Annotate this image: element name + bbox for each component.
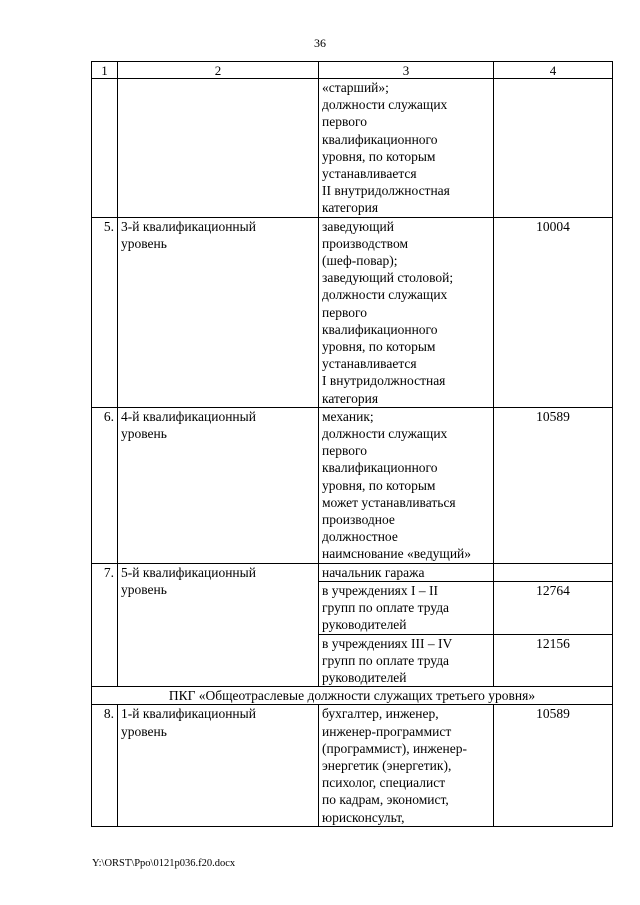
text-line: (программист), инженер- xyxy=(322,740,467,756)
section-title: ПКГ «Общеотраслевые должности служащих третьего уровня» xyxy=(92,687,613,705)
section-row xyxy=(92,687,613,705)
footer-file-path: Y:\ORST\Ppo\0121p036.f20.docx xyxy=(92,858,236,869)
row-number-cell: 6. xyxy=(92,407,118,563)
text-line: должности служащих xyxy=(322,287,448,303)
text-line: групп по оплате труда xyxy=(322,652,450,668)
text-line: должностное xyxy=(322,529,398,545)
value-cell: 10589 xyxy=(494,407,613,563)
text-line: руководителей xyxy=(322,617,407,633)
text-line: энергетик (энергетик), xyxy=(322,757,452,773)
positions-cell xyxy=(319,581,494,634)
text-line: уровень xyxy=(121,426,167,442)
value-cell: 10589 xyxy=(494,705,613,826)
header-col-4: 4 xyxy=(494,62,613,79)
positions-cell xyxy=(319,79,494,218)
positions-text xyxy=(322,79,490,217)
table-row xyxy=(92,79,613,218)
text-line: уровень xyxy=(121,581,167,597)
text-line: «старший»; xyxy=(322,80,389,95)
text-line: 3-й квалификационный xyxy=(121,218,256,234)
level-cell xyxy=(118,79,319,218)
text-line: уровня, по которым xyxy=(322,477,436,493)
text-line: 4-й квалификационный xyxy=(121,408,256,424)
table-row xyxy=(92,407,613,563)
text-line: квалификационного xyxy=(322,460,438,476)
level-cell xyxy=(118,407,319,563)
text-line: должности служащих xyxy=(322,97,448,113)
positions-cell xyxy=(319,407,494,563)
text-line: должности служащих xyxy=(322,426,448,442)
level-cell xyxy=(118,563,319,686)
positions-cell xyxy=(319,217,494,407)
text-line: I внутридолжностная xyxy=(322,373,446,389)
level-cell xyxy=(118,217,319,407)
table-header-row xyxy=(92,62,613,79)
header-col-2: 2 xyxy=(118,62,319,79)
value-cell xyxy=(494,79,613,218)
text-line: уровня, по которым xyxy=(322,339,436,355)
text-line: устанавливается xyxy=(322,166,417,182)
text-line: первого xyxy=(322,114,367,130)
level-cell xyxy=(118,705,319,826)
header-col-3: 3 xyxy=(319,62,494,79)
table-row xyxy=(92,217,613,407)
text-line: руководителей xyxy=(322,669,407,685)
table-row xyxy=(92,705,613,826)
positions-cell xyxy=(319,634,494,687)
value-cell: 12764 xyxy=(494,581,613,634)
text-line: категория xyxy=(322,390,379,406)
value-cell xyxy=(494,563,613,581)
value-cell: 10004 xyxy=(494,217,613,407)
text-line: уровня, по которым xyxy=(322,148,436,164)
text-line: заведующий xyxy=(322,218,394,234)
row-number-cell: 7. xyxy=(92,563,118,686)
text-line: психолог, специалист xyxy=(322,775,446,791)
text-line: категория xyxy=(322,200,379,216)
position-title-cell: начальник гаража xyxy=(319,563,494,581)
text-line: может устанавливаться xyxy=(322,494,456,510)
positions-cell xyxy=(319,705,494,826)
text-line: производством xyxy=(322,235,409,251)
text-line: производное xyxy=(322,512,395,528)
text-line: II внутридолжностная xyxy=(322,183,450,199)
text-line: наимснование «ведущий» xyxy=(322,546,472,562)
text-line: 1-й квалификационный xyxy=(121,706,256,722)
text-line: в учреждениях I – II xyxy=(322,582,438,598)
table-row xyxy=(92,563,613,581)
text-line: групп по оплате труда xyxy=(322,600,450,616)
row-number-cell: 5. xyxy=(92,217,118,407)
text-line: в учреждениях III – IV xyxy=(322,635,453,651)
text-line: квалификационного xyxy=(322,321,438,337)
row-number-cell xyxy=(92,79,118,218)
text-line: устанавливается xyxy=(322,356,417,372)
text-line: инженер-программист xyxy=(322,723,452,739)
row-number-cell: 8. xyxy=(92,705,118,826)
text-line: уровень xyxy=(121,723,167,739)
text-line: по кадрам, экономист, xyxy=(322,792,449,808)
page-number: 36 xyxy=(314,36,326,50)
text-line: механик; xyxy=(322,408,374,424)
header-col-1: 1 xyxy=(92,62,118,79)
text-line: бухгалтер, инженер, xyxy=(322,706,439,722)
salary-table xyxy=(91,61,613,827)
text-line: первого xyxy=(322,304,367,320)
text-line: 5-й квалификационный xyxy=(121,564,256,580)
text-line: заведующий столовой; xyxy=(322,270,454,286)
text-line: юрисконсульт, xyxy=(322,809,405,825)
text-line: уровень xyxy=(121,235,167,251)
text-line: (шеф-повар); xyxy=(322,253,398,269)
text-line: квалификационного xyxy=(322,131,438,147)
text-line: первого xyxy=(322,443,367,459)
value-cell: 12156 xyxy=(494,634,613,687)
